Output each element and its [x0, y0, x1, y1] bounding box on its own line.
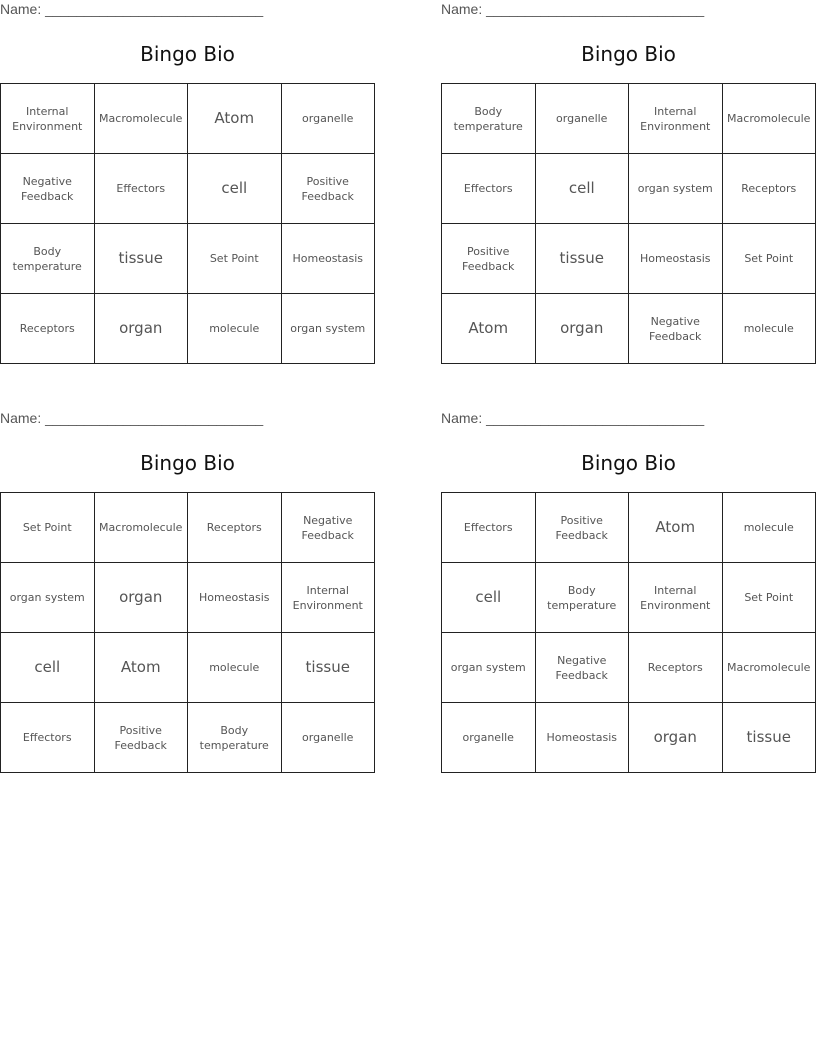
grid-cell: organ — [94, 294, 188, 364]
name-field-label: Name: ____________________________ — [0, 410, 264, 426]
grid-row — [442, 493, 816, 563]
grid-cell: Set Point — [188, 224, 282, 294]
card-title: Bingo Bio — [140, 451, 235, 475]
grid-cell: Internal Environment — [629, 563, 723, 633]
grid-row — [1, 493, 375, 563]
grid-row — [442, 703, 816, 773]
grid-cell: Homeostasis — [281, 224, 375, 294]
grid-cell: Homeostasis — [188, 563, 282, 633]
grid-cell: organ system — [442, 633, 536, 703]
grid-cell: Negative Feedback — [281, 493, 375, 563]
bingo-grid — [0, 83, 375, 364]
grid-cell: tissue — [281, 633, 375, 703]
grid-cell: molecule — [188, 633, 282, 703]
grid-cell: Homeostasis — [535, 703, 629, 773]
grid-cell: molecule — [188, 294, 282, 364]
grid-cell: Set Point — [1, 493, 95, 563]
grid-cell: Macromolecule — [94, 84, 188, 154]
bingo-grid — [0, 492, 375, 773]
grid-cell: organ system — [281, 294, 375, 364]
grid-cell: organ system — [1, 563, 95, 633]
grid-cell: cell — [188, 154, 282, 224]
grid-cell: Internal Environment — [1, 84, 95, 154]
grid-row — [1, 633, 375, 703]
card-title: Bingo Bio — [140, 42, 235, 66]
grid-cell: molecule — [722, 294, 816, 364]
grid-cell: organelle — [442, 703, 536, 773]
grid-row — [1, 84, 375, 154]
grid-row — [1, 703, 375, 773]
grid-cell: organ system — [629, 154, 723, 224]
grid-cell: Atom — [188, 84, 282, 154]
grid-cell: Receptors — [722, 154, 816, 224]
grid-row — [442, 84, 816, 154]
grid-cell: organelle — [535, 84, 629, 154]
grid-cell: cell — [1, 633, 95, 703]
grid-cell: Atom — [94, 633, 188, 703]
grid-cell: Effectors — [442, 154, 536, 224]
grid-row — [442, 294, 816, 364]
grid-cell: Internal Environment — [281, 563, 375, 633]
grid-cell: tissue — [722, 703, 816, 773]
grid-cell: Receptors — [188, 493, 282, 563]
grid-cell: Set Point — [722, 563, 816, 633]
grid-cell: Positive Feedback — [281, 154, 375, 224]
grid-cell: organelle — [281, 703, 375, 773]
grid-cell: Receptors — [629, 633, 723, 703]
grid-cell: organ — [629, 703, 723, 773]
grid-cell: organ — [535, 294, 629, 364]
grid-cell: Positive Feedback — [535, 493, 629, 563]
grid-row — [442, 563, 816, 633]
card-title: Bingo Bio — [581, 451, 676, 475]
grid-cell: Atom — [629, 493, 723, 563]
bingo-grid — [441, 492, 816, 773]
grid-cell: Body temperature — [188, 703, 282, 773]
grid-row — [1, 294, 375, 364]
name-field-label: Name: ____________________________ — [441, 1, 705, 17]
grid-cell: organ — [94, 563, 188, 633]
grid-cell: Macromolecule — [94, 493, 188, 563]
grid-cell: Negative Feedback — [1, 154, 95, 224]
grid-row — [1, 563, 375, 633]
name-field-label: Name: ____________________________ — [0, 1, 264, 17]
grid-cell: organelle — [281, 84, 375, 154]
grid-cell: Macromolecule — [722, 633, 816, 703]
grid-cell: cell — [442, 563, 536, 633]
grid-cell: Positive Feedback — [442, 224, 536, 294]
bingo-grid — [441, 83, 816, 364]
grid-cell: Body temperature — [535, 563, 629, 633]
grid-cell: Homeostasis — [629, 224, 723, 294]
grid-cell: Negative Feedback — [535, 633, 629, 703]
grid-cell: Effectors — [442, 493, 536, 563]
grid-cell: Atom — [442, 294, 536, 364]
grid-cell: tissue — [535, 224, 629, 294]
grid-cell: Set Point — [722, 224, 816, 294]
grid-cell: Effectors — [1, 703, 95, 773]
grid-row — [1, 154, 375, 224]
grid-row — [1, 224, 375, 294]
grid-row — [442, 224, 816, 294]
grid-cell: cell — [535, 154, 629, 224]
card-title: Bingo Bio — [581, 42, 676, 66]
grid-row — [442, 633, 816, 703]
grid-cell: Internal Environment — [629, 84, 723, 154]
name-field-label: Name: ____________________________ — [441, 410, 705, 426]
grid-cell: Macromolecule — [722, 84, 816, 154]
grid-cell: Body temperature — [442, 84, 536, 154]
grid-cell: Positive Feedback — [94, 703, 188, 773]
grid-row — [442, 154, 816, 224]
grid-cell: molecule — [722, 493, 816, 563]
grid-cell: Body temperature — [1, 224, 95, 294]
grid-cell: Negative Feedback — [629, 294, 723, 364]
grid-cell: Effectors — [94, 154, 188, 224]
grid-cell: Receptors — [1, 294, 95, 364]
grid-cell: tissue — [94, 224, 188, 294]
